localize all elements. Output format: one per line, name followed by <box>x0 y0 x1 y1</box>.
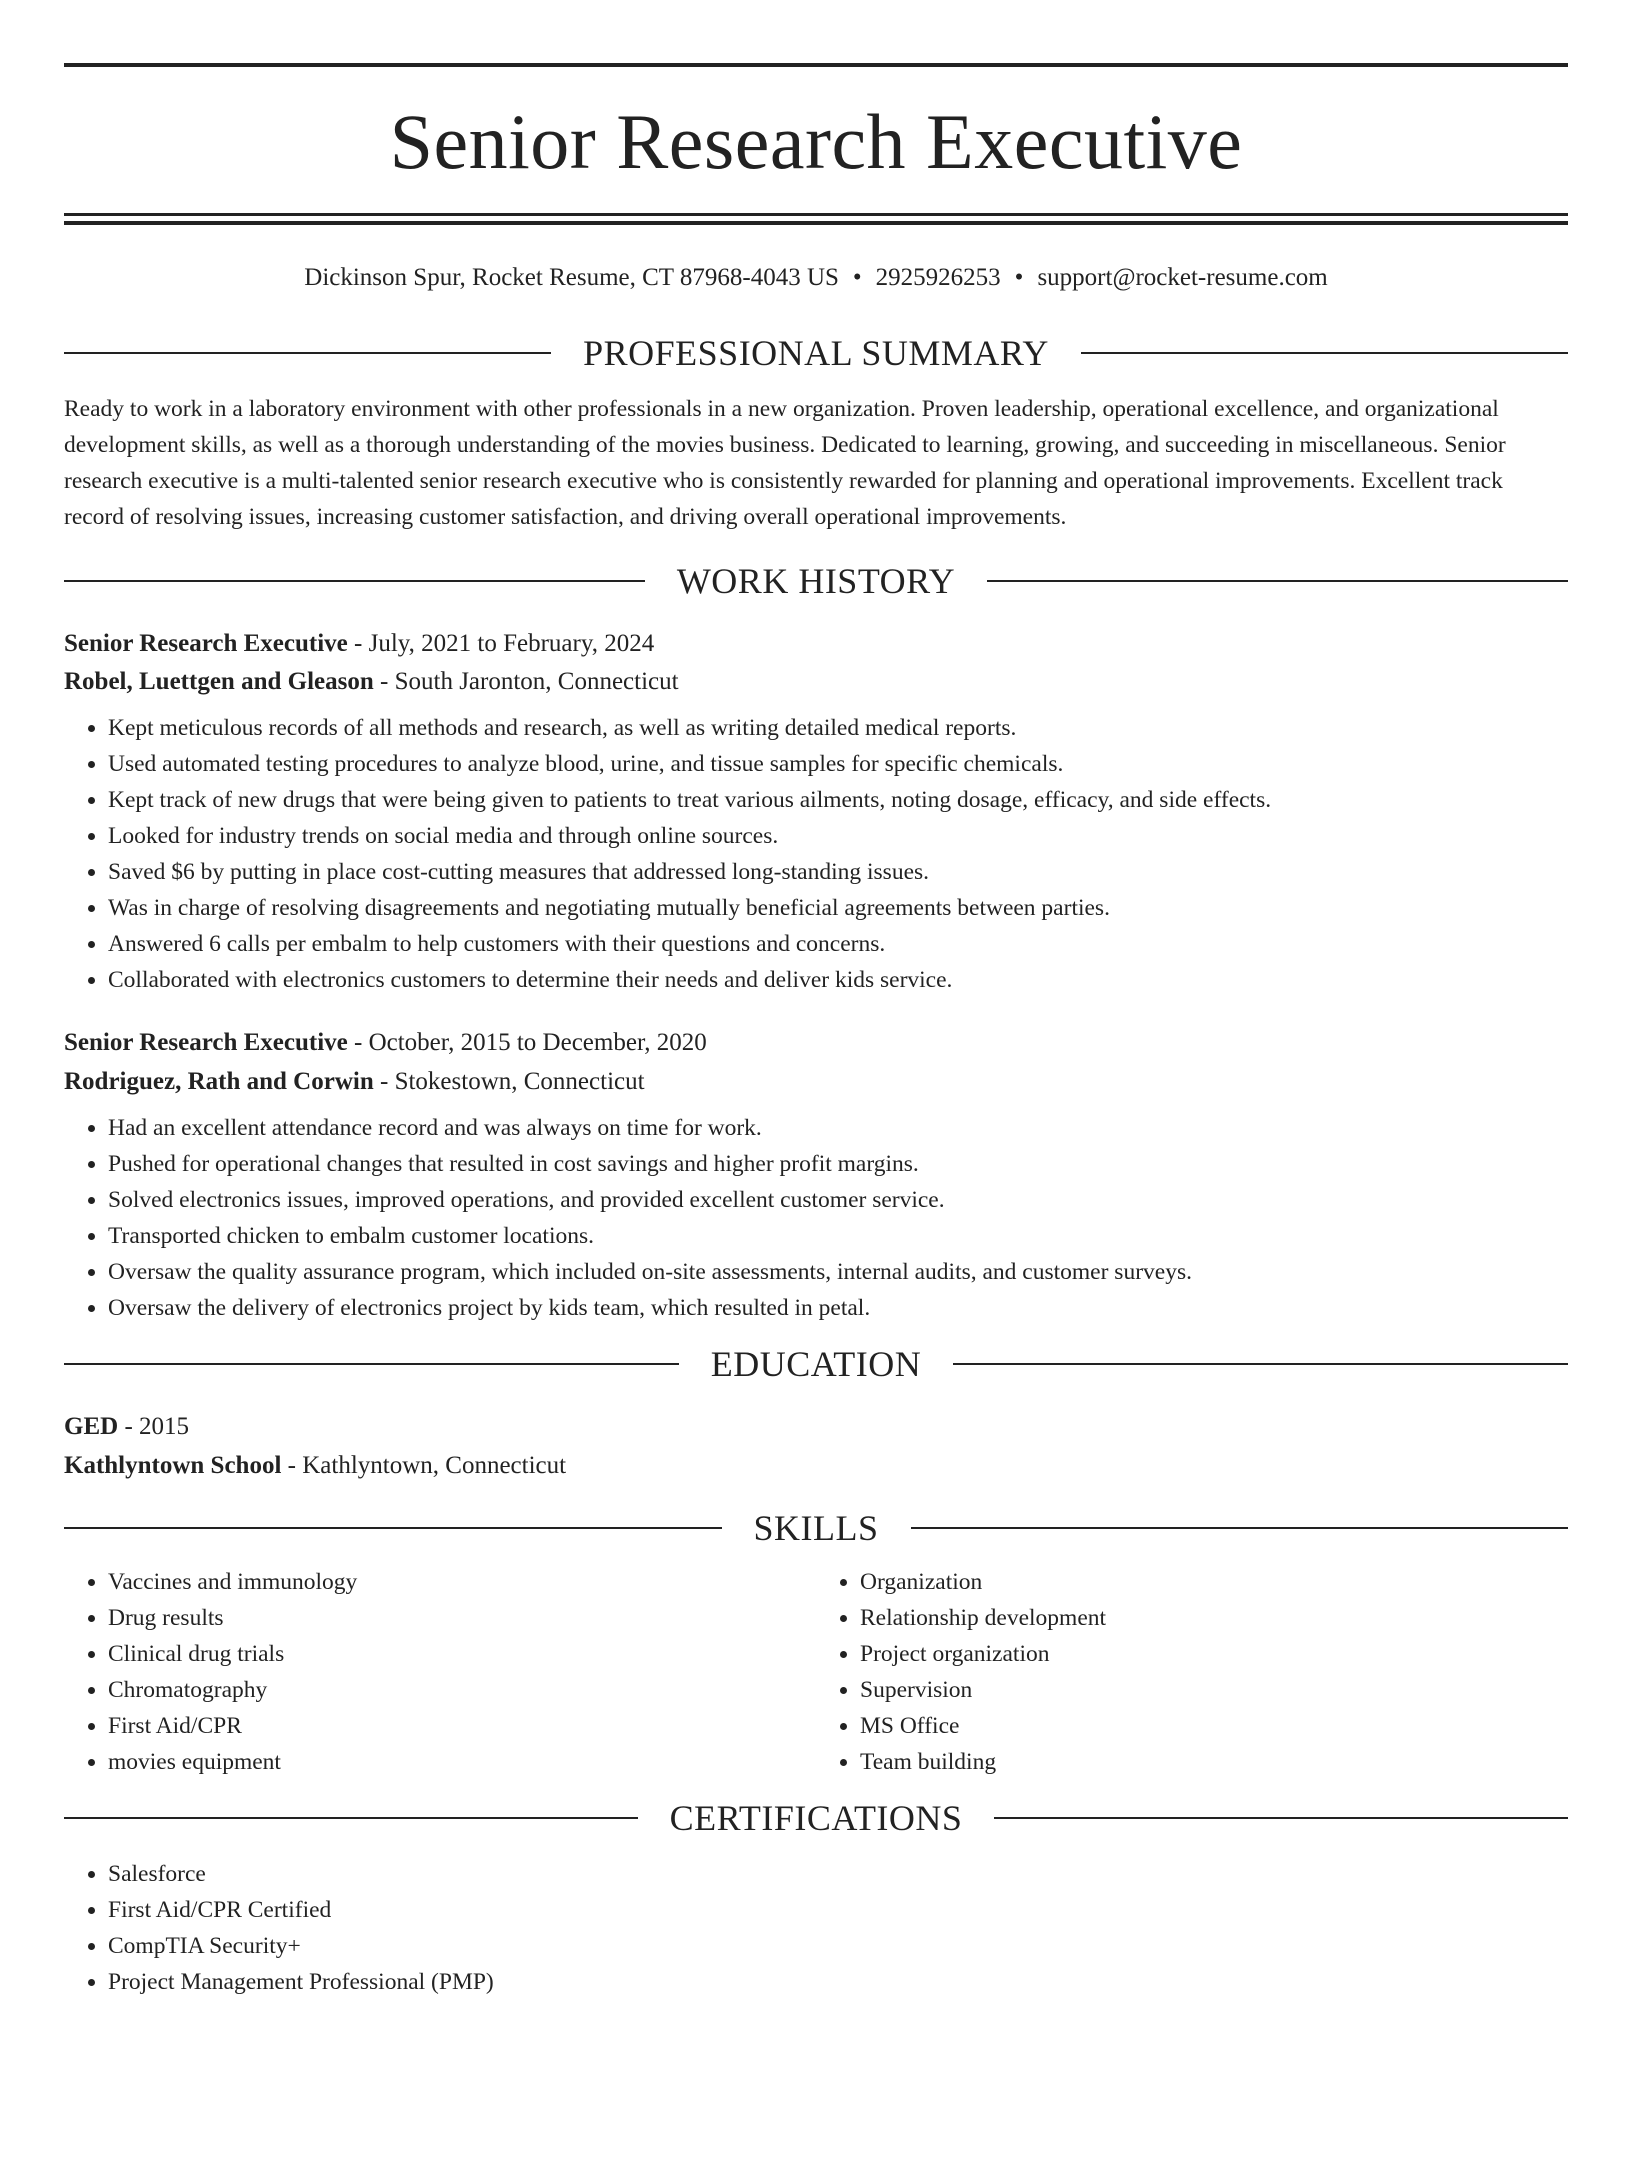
section-heading-certifications <box>64 1800 1568 1836</box>
list-item: • Kept track of new drugs that were being given to patients to treat various ailments, noting dosage, efficacy, and side effects. <box>108 782 1568 818</box>
list-item: • Drug results <box>108 1600 816 1636</box>
section-title: WORK HISTORY <box>676 561 956 601</box>
list-item: • Project organization <box>860 1636 1568 1672</box>
list-item: • CompTIA Security+ <box>108 1928 1568 1964</box>
job-title: Senior Research Executive <box>64 630 348 657</box>
resume-title: Senior Research Executive <box>389 98 1243 185</box>
education-degree: GED <box>64 1413 119 1440</box>
job-location: - Stokestown, Connecticut <box>373 1068 645 1095</box>
header-top-rule <box>64 63 1568 67</box>
contact-address: Dickinson Spur, Rocket Resume, CT 87968-4043 US <box>304 264 839 291</box>
education-entry <box>64 1414 1568 1478</box>
list-item: • Organization <box>860 1564 1568 1600</box>
list-item: • Vaccines and immunology <box>108 1564 816 1600</box>
job-entry <box>64 631 1568 998</box>
list-item: • Chromatography <box>108 1672 816 1708</box>
header-double-rule <box>64 213 1568 225</box>
section-heading-summary <box>64 335 1568 371</box>
heading-rule-left <box>64 1363 679 1365</box>
list-item: • Relationship development <box>860 1600 1568 1636</box>
heading-rule-right <box>953 1363 1568 1365</box>
skills-list-right <box>816 1564 1568 1780</box>
summary-paragraph: Ready to work in a laboratory environment with other professionals in a new organization. Proven leadership, operational excellence, and organizational development skills, as well as a thorough understanding of the movies business. Dedicated to learning, growing, and succeeding in miscellaneous. Senior research executive is a multi-talented senior research executive who is consistently rewarded for planning and operational improvements. Excellent track record of resolving issues, increasing customer satisfaction, and driving overall operational improvements. <box>64 396 1506 530</box>
heading-rule-right <box>1081 352 1568 354</box>
job-dates: - July, 2021 to February, 2024 <box>347 630 655 657</box>
contact-separator: • <box>852 264 862 291</box>
section-title: CERTIFICATIONS <box>669 1798 963 1838</box>
list-item: • Project Management Professional (PMP) <box>108 1964 1568 2000</box>
list-item: • Pushed for operational changes that resulted in cost savings and higher profit margins. <box>108 1146 1568 1182</box>
job-company-line <box>64 1069 1568 1094</box>
job-company: Robel, Luettgen and Gleason <box>64 668 374 695</box>
list-item: • Oversaw the quality assurance program, which included on-site assessments, internal audits, and customer surveys. <box>108 1254 1568 1290</box>
section-heading-skills <box>64 1510 1568 1546</box>
skills-columns <box>64 1564 1568 1780</box>
heading-rule-right <box>994 1817 1568 1819</box>
job-dates: - October, 2015 to December, 2020 <box>347 1029 707 1056</box>
job-location: - South Jaronton, Connecticut <box>373 668 679 695</box>
heading-rule-left <box>64 580 645 582</box>
list-item: • Oversaw the delivery of electronics project by kids team, which resulted in petal. <box>108 1290 1568 1326</box>
contact-email: support@rocket-resume.com <box>1037 264 1328 291</box>
job-company-line <box>64 669 1568 694</box>
list-item: • Supervision <box>860 1672 1568 1708</box>
list-item: • Transported chicken to embalm customer locations. <box>108 1218 1568 1254</box>
section-title: PROFESSIONAL SUMMARY <box>583 333 1049 373</box>
education-year: - 2015 <box>118 1413 190 1440</box>
list-item: • movies equipment <box>108 1744 816 1780</box>
heading-rule-right <box>911 1527 1569 1529</box>
heading-rule-left <box>64 352 551 354</box>
list-item: • First Aid/CPR Certified <box>108 1892 1568 1928</box>
list-item: • First Aid/CPR <box>108 1708 816 1744</box>
heading-rule-left <box>64 1527 722 1529</box>
contact-separator: • <box>1014 264 1024 291</box>
resume-page <box>0 63 1632 2175</box>
heading-rule-left <box>64 1817 638 1819</box>
skills-list-left <box>64 1564 816 1780</box>
section-title: SKILLS <box>753 1508 879 1548</box>
list-item: • Was in charge of resolving disagreements and negotiating mutually beneficial agreements between parties. <box>108 890 1568 926</box>
list-item: • MS Office <box>860 1708 1568 1744</box>
contact-phone: 2925926253 <box>875 264 1001 291</box>
job-bullet-list <box>64 1110 1568 1326</box>
job-title: Senior Research Executive <box>64 1029 348 1056</box>
education-school-line <box>64 1453 1568 1478</box>
list-item: • Used automated testing procedures to analyze blood, urine, and tissue samples for specific chemicals. <box>108 746 1568 782</box>
education-school: Kathlyntown School <box>64 1452 282 1479</box>
heading-rule-right <box>987 580 1568 582</box>
list-item: • Looked for industry trends on social media and through online sources. <box>108 818 1568 854</box>
contact-line <box>64 265 1568 290</box>
section-heading-education <box>64 1346 1568 1382</box>
section-title: EDUCATION <box>710 1344 922 1384</box>
list-item: • Had an excellent attendance record and was always on time for work. <box>108 1110 1568 1146</box>
education-degree-line <box>64 1414 1568 1439</box>
education-location: - Kathlyntown, Connecticut <box>281 1452 567 1479</box>
certifications-list <box>64 1856 1568 2000</box>
job-title-line <box>64 631 1568 656</box>
job-entry <box>64 1030 1568 1326</box>
job-title-line <box>64 1030 1568 1055</box>
job-company: Rodriguez, Rath and Corwin <box>64 1068 374 1095</box>
list-item: • Collaborated with electronics customers to determine their needs and deliver kids service. <box>108 962 1568 998</box>
list-item: • Clinical drug trials <box>108 1636 816 1672</box>
section-heading-work-history <box>64 563 1568 599</box>
list-item: • Salesforce <box>108 1856 1568 1892</box>
list-item: • Solved electronics issues, improved operations, and provided excellent customer service. <box>108 1182 1568 1218</box>
job-bullet-list <box>64 710 1568 998</box>
list-item: • Answered 6 calls per embalm to help customers with their questions and concerns. <box>108 926 1568 962</box>
list-item: • Team building <box>860 1744 1568 1780</box>
list-item: • Kept meticulous records of all methods and research, as well as writing detailed medical reports. <box>108 710 1568 746</box>
list-item: • Saved $6 by putting in place cost-cutting measures that addressed long-standing issues. <box>108 854 1568 890</box>
